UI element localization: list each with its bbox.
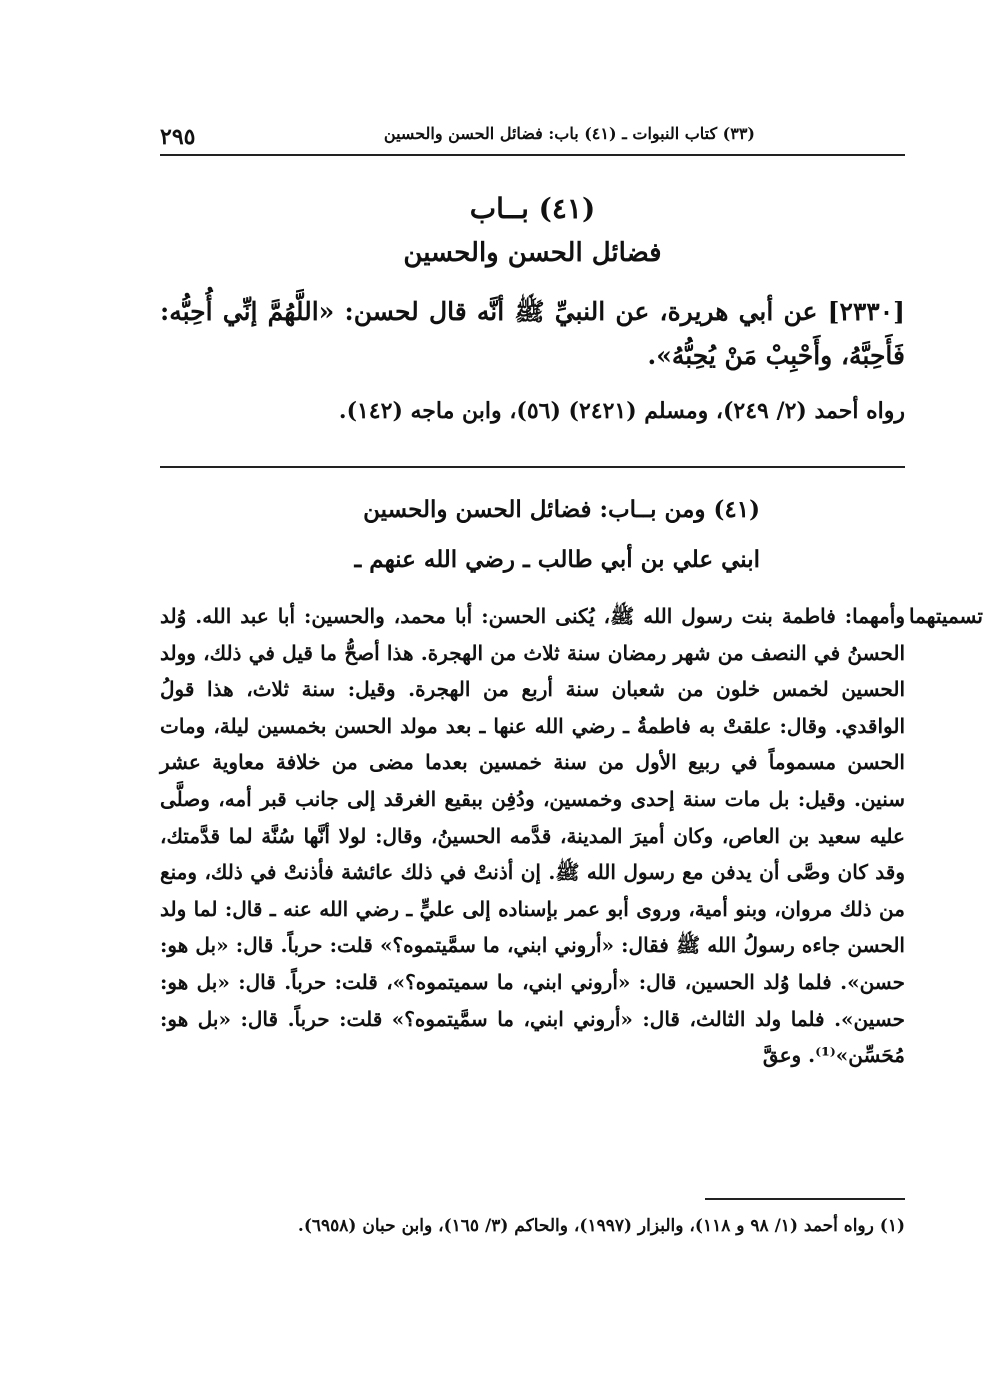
commentary-body (160, 598, 983, 1074)
commentary-subheading: ابني علي بن أبي طالب ـ رضي الله عنهم ـ (354, 546, 760, 573)
hadith-takhrij: رواه أحمد (٢/ ٢٤٩)، ومسلم (٢٤٢١) (٥٦)، وابن ماجه (١٤٢). (338, 398, 905, 424)
footnote-divider (705, 1198, 905, 1200)
chapter-number: (٤١) بــاب (469, 192, 596, 225)
commentary-text: وأمهما: فاطمة بنت رسول الله ﷺ، يُكنى الحسن: أبا محمد، والحسين: أبا عبد الله. وُلد الحسنُ في النصف من شهر رمضان سنة ثلاث من الهجرة. هذا أصحُّ ما قيل في ذلك، وولد الحسين لخمس خلون من شعبان سنة أربع من الهجرة. وقيل: سنة ثلاث، هذا قولُ الواقدي. وقال: علقتْ به فاطمةُ ـ رضي الله عنها ـ بعد مولد الحسن بخمسين ليلة، ومات الحسن مسموماً في ربيع الأول من سنة خمسين بعدما مضى من خلافة معاوية عشر سنين. وقيل: بل مات سنة إحدى وخمسين، ودُفِن ببقيع الغرقد إلى جانب قبر أمه، وصلَّى عليه سعيد بن العاص، وكان أميرَ المدينة، قدَّمه الحسينُ، وقال: لولا أنَّها سُنَّة لما قدَّمتك، وقد كان وصَّى أن يدفن مع رسول الله ﷺ. إن أذنتْ في ذلك عائشة فأذنتْ في ذلك، ومنع من ذلك مروان، وبنو أمية، وروى أبو عمر بإسناده إلى عليٍّ ـ رضي الله عنه ـ قال: لما ولد الحسن جاءه رسولُ الله ﷺ فقال: «أروني ابني، ما سمَّيتموه؟» قلت: حرباً. قال: «بل هو: حسن». فلما وُلد الحسين، قال: «أروني ابني، ما سميتموه؟»، قلت: حرباً. قال: «بل هو: حسين». فلما ولد الثالث، قال: «أروني ابني، ما سمَّيتموه؟» قلت: حرباً. قال: «بل هو: مُحَسِّن»⁽¹⁾. وعقَّ (160, 604, 905, 1068)
commentary-heading: (٤١) ومن بــاب: فضائل الحسن والحسين (363, 496, 760, 523)
footnote-1: (١) رواه أحمد (١/ ٩٨ و ١١٨)، والبزار (١٩٩٧)، والحاكم (٣/ ١٦٥)، وابن حبان (٦٩٥٨). (297, 1216, 905, 1236)
page-number: ٢٩٥ (160, 124, 196, 150)
chapter-title: فضائل الحسن والحسين (403, 238, 662, 268)
running-title: (٣٣) كتاب النبوات ـ (٤١) باب: فضائل الحسن والحسين (383, 124, 755, 143)
commentary-side-word: تسميتهما (909, 604, 983, 628)
section-divider (160, 466, 905, 468)
running-header (160, 120, 905, 150)
hadith-text: [٢٣٣٠] عن أبي هريرة، عن النبيِّ ﷺ أنَّه قال لحسن: «اللَّهُمَّ إنِّي أُحِبُّه: فَأَحِبَّهُ، وأَحْبِبْ مَنْ يُحِبُّهُ». (160, 297, 905, 370)
header-divider (160, 154, 905, 156)
